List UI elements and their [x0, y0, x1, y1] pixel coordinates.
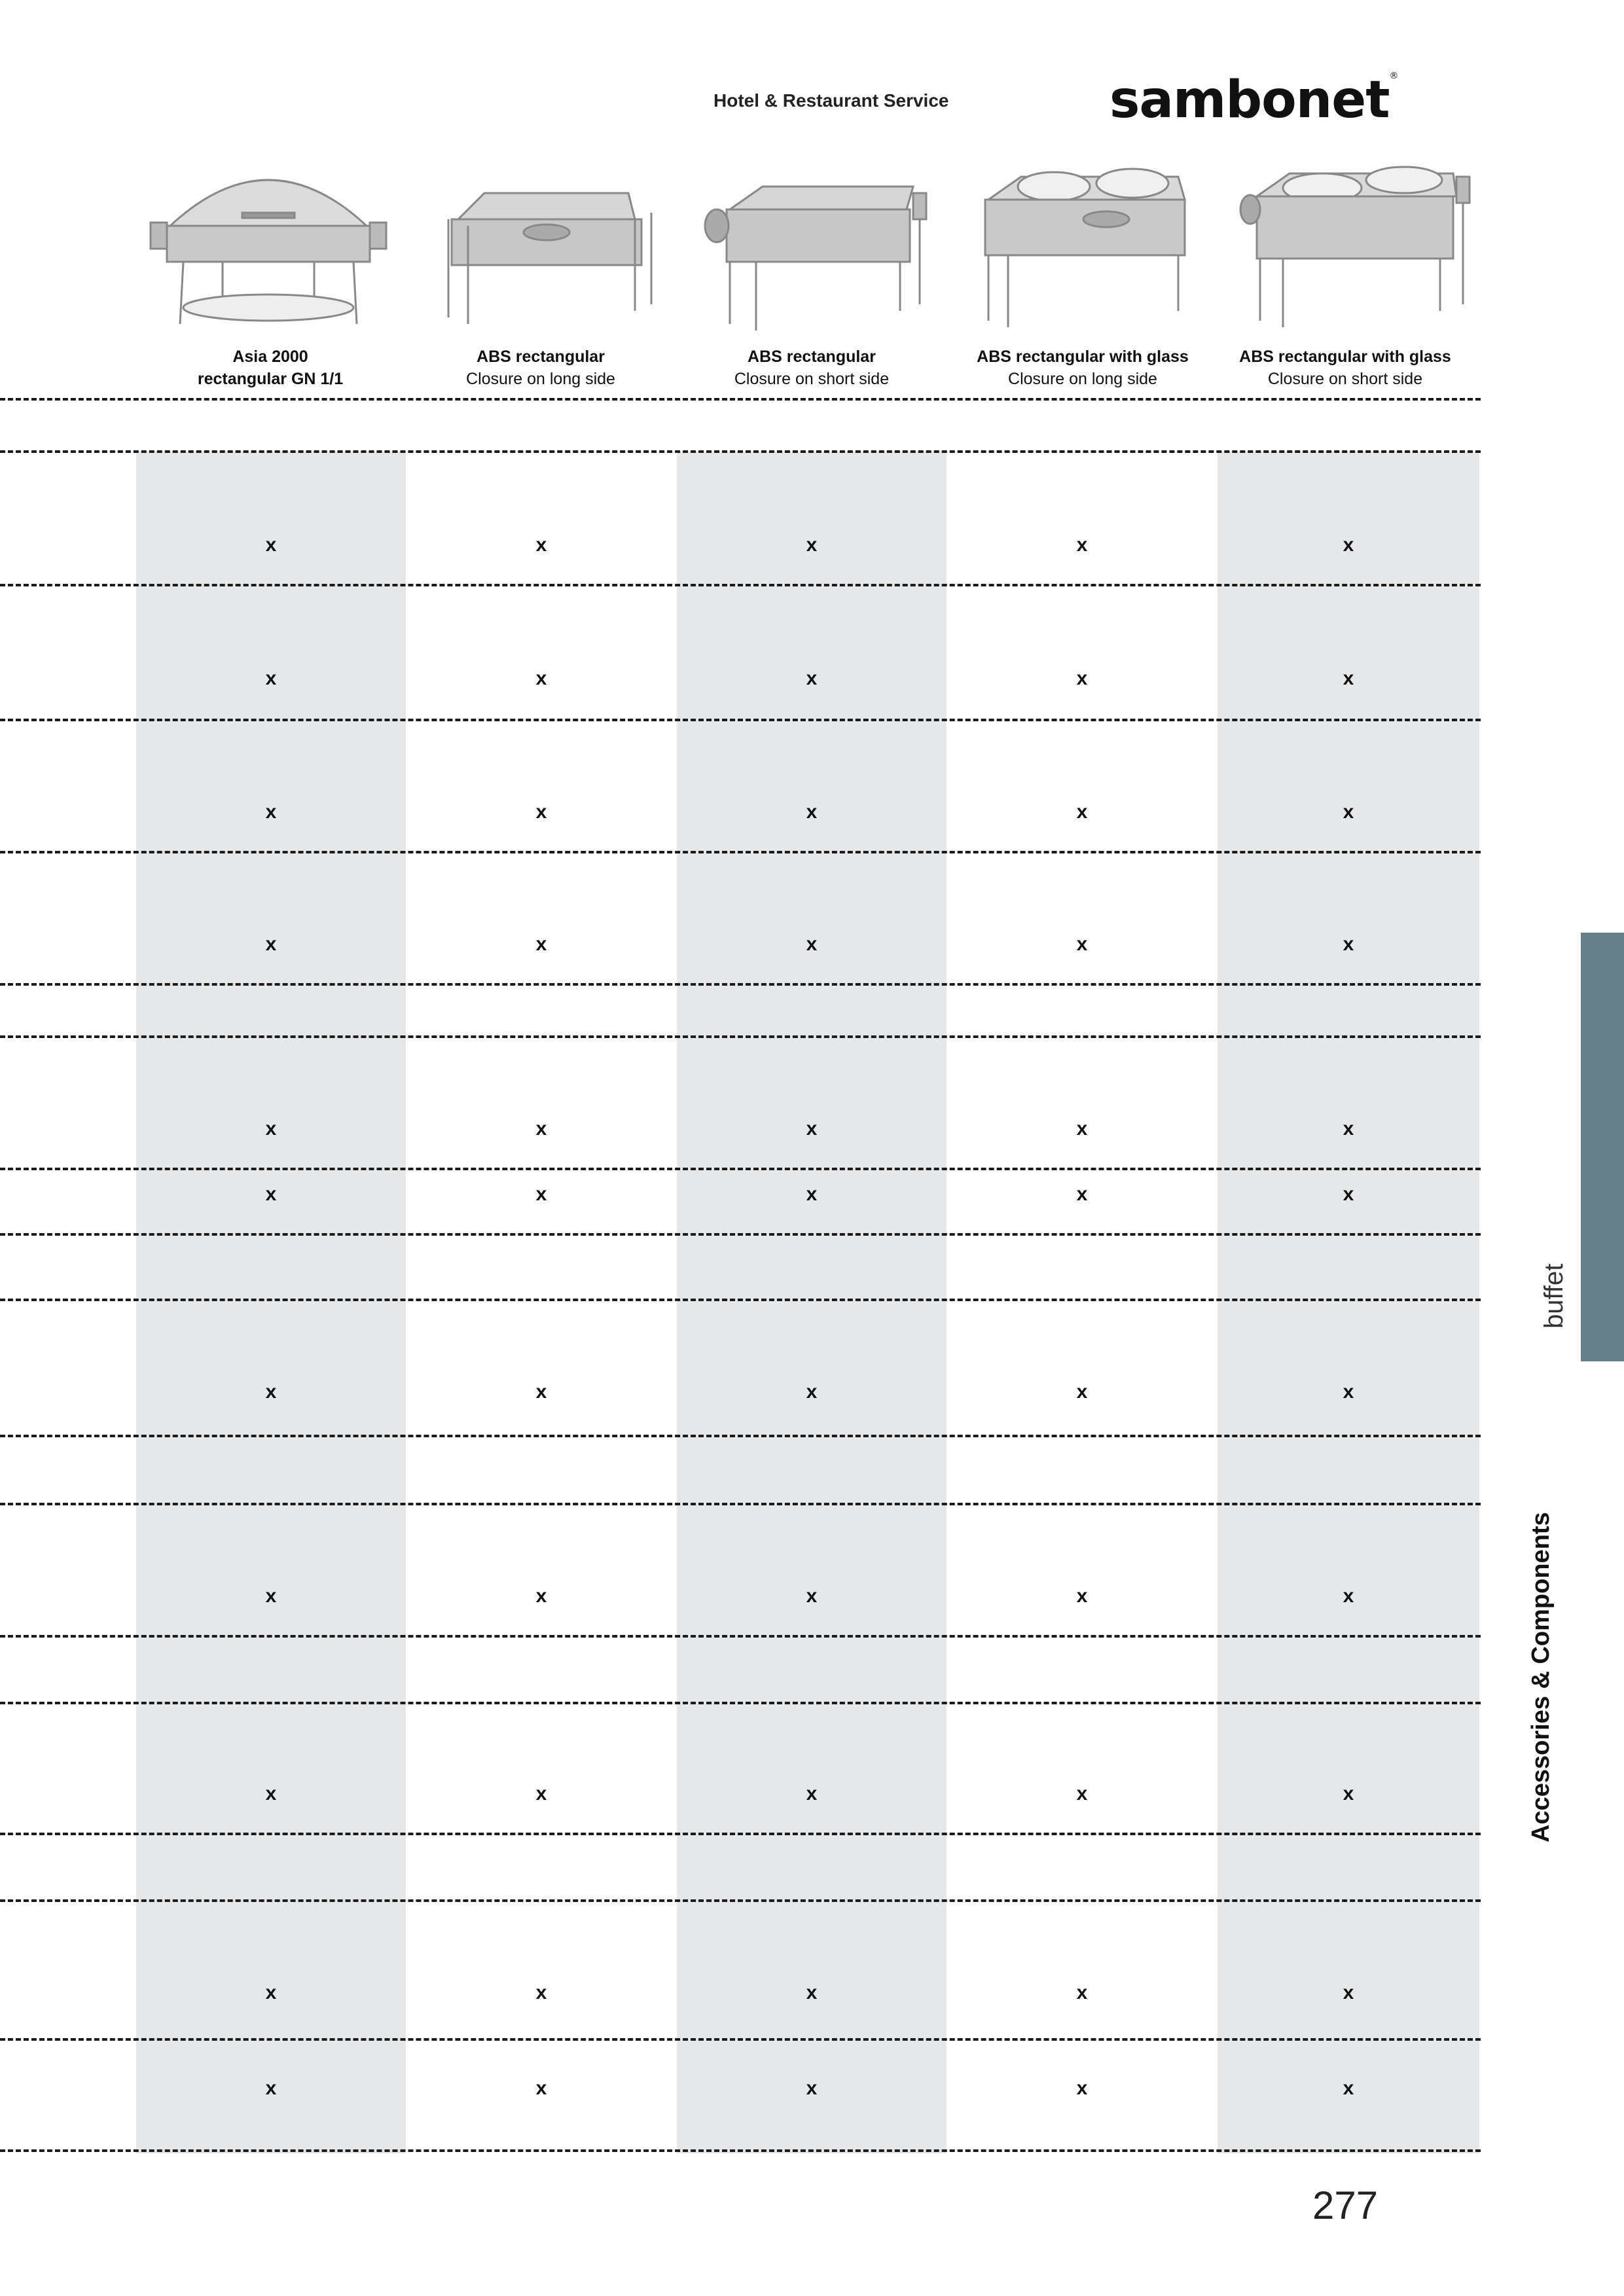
product-image-4 — [962, 147, 1211, 337]
row-divider — [0, 851, 1481, 853]
compat-mark: x — [535, 1183, 547, 1205]
row-divider — [0, 719, 1481, 721]
compat-mark: x — [806, 1183, 818, 1205]
chafing-dish-glass-short-icon — [1240, 167, 1470, 327]
compat-mark: x — [1343, 2077, 1354, 2099]
compat-mark: x — [806, 1783, 818, 1804]
column-label-3 — [681, 346, 943, 390]
product-image-1 — [144, 147, 393, 337]
row-divider — [0, 1168, 1481, 1170]
compat-mark: x — [806, 2077, 818, 2099]
compat-mark: x — [806, 1585, 818, 1607]
row-divider — [0, 1035, 1481, 1038]
compat-mark: x — [535, 534, 547, 556]
section-side-tab — [1581, 933, 1624, 1361]
row-divider — [0, 1702, 1481, 1704]
product-image-3 — [691, 147, 939, 337]
compat-mark: x — [1343, 534, 1354, 556]
compat-mark: x — [535, 1381, 547, 1403]
page-number: 277 — [1312, 2183, 1379, 2227]
compat-mark: x — [1076, 1982, 1088, 2003]
category-label: Accessories & Components — [1527, 1512, 1555, 1842]
column-label-1 — [139, 346, 401, 390]
product-image-2 — [419, 147, 668, 337]
row-divider — [0, 2149, 1481, 2152]
row-divider — [0, 450, 1481, 453]
column-shade-3 — [677, 452, 947, 2153]
compat-mark: x — [1076, 1783, 1088, 1804]
compat-mark: x — [265, 1982, 277, 2003]
column-label-title: ABS rectangular with glass — [977, 348, 1189, 366]
compat-mark: x — [1343, 668, 1354, 689]
row-divider — [0, 1233, 1481, 1236]
compat-mark: x — [1076, 801, 1088, 823]
column-shade-1 — [136, 452, 406, 2153]
row-divider — [0, 1503, 1481, 1505]
compat-mark: x — [265, 1183, 277, 1205]
compat-mark: x — [1343, 933, 1354, 955]
compat-mark: x — [535, 933, 547, 955]
compat-mark: x — [265, 668, 277, 689]
compat-mark: x — [265, 1783, 277, 1804]
compat-mark: x — [1076, 1381, 1088, 1403]
compat-mark: x — [535, 1585, 547, 1607]
brand-registered-mark: ® — [1389, 71, 1398, 81]
column-label-title: ABS rectangular — [748, 348, 876, 366]
row-divider — [0, 1299, 1481, 1301]
compat-mark: x — [265, 1585, 277, 1607]
row-divider — [0, 1899, 1481, 1902]
compat-mark: x — [535, 801, 547, 823]
column-label-5 — [1214, 346, 1476, 390]
row-divider — [0, 1635, 1481, 1638]
compat-mark: x — [265, 1381, 277, 1403]
column-label-subtitle: Closure on short side — [1267, 370, 1423, 388]
compat-mark: x — [535, 1982, 547, 2003]
column-label-title: ABS rectangular with glass — [1239, 348, 1451, 366]
compat-mark: x — [1076, 1118, 1088, 1139]
compat-mark: x — [806, 1381, 818, 1403]
compat-mark: x — [806, 801, 818, 823]
row-divider — [0, 1833, 1481, 1835]
product-image-5 — [1231, 147, 1479, 337]
compat-mark: x — [265, 1118, 277, 1139]
compat-mark: x — [1343, 1381, 1354, 1403]
chafing-dish-glass-long-icon — [985, 169, 1185, 327]
header-service-title: Hotel & Restaurant Service — [713, 90, 949, 111]
column-label-title: Asia 2000 — [232, 348, 308, 366]
column-label-4 — [952, 346, 1214, 390]
chafing-dish-roll-top-icon — [151, 180, 386, 324]
compat-mark: x — [1076, 534, 1088, 556]
compat-mark: x — [806, 1982, 818, 2003]
compat-mark: x — [1343, 1982, 1354, 2003]
compat-mark: x — [1076, 1585, 1088, 1607]
row-divider — [0, 1435, 1481, 1437]
compat-mark: x — [1076, 1183, 1088, 1205]
compat-mark: x — [1076, 668, 1088, 689]
compat-mark: x — [1076, 2077, 1088, 2099]
brand-logo — [1110, 71, 1398, 130]
column-label-subtitle: Closure on long side — [1008, 370, 1157, 388]
chafing-dish-long-side-icon — [448, 193, 651, 324]
row-divider — [0, 2038, 1481, 2041]
compat-mark: x — [535, 668, 547, 689]
compat-mark: x — [265, 534, 277, 556]
compat-mark: x — [806, 1118, 818, 1139]
compat-mark: x — [265, 933, 277, 955]
column-label-subtitle: rectangular GN 1/1 — [197, 370, 344, 388]
compat-mark: x — [1343, 1118, 1354, 1139]
column-label-subtitle: Closure on short side — [734, 370, 890, 388]
compat-mark: x — [1076, 933, 1088, 955]
compat-mark: x — [806, 534, 818, 556]
column-label-title: ABS rectangular — [477, 348, 605, 366]
compat-mark: x — [535, 1118, 547, 1139]
row-divider — [0, 983, 1481, 986]
row-divider — [0, 584, 1481, 586]
compat-mark: x — [806, 933, 818, 955]
column-label-2 — [410, 346, 672, 390]
compat-mark: x — [535, 1783, 547, 1804]
compat-mark: x — [265, 801, 277, 823]
chafing-dish-short-side-icon — [705, 187, 926, 331]
compat-mark: x — [265, 2077, 277, 2099]
compat-mark: x — [1343, 1585, 1354, 1607]
column-shade-5 — [1218, 452, 1479, 2153]
column-label-subtitle: Closure on long side — [466, 370, 615, 388]
compat-mark: x — [1343, 1183, 1354, 1205]
section-label-buffet: buffet — [1540, 1263, 1568, 1329]
compat-mark: x — [535, 2077, 547, 2099]
brand-name: sambonet — [1110, 71, 1390, 130]
row-divider — [0, 398, 1481, 401]
compat-mark: x — [1343, 801, 1354, 823]
compat-mark: x — [1343, 1783, 1354, 1804]
compat-mark: x — [806, 668, 818, 689]
